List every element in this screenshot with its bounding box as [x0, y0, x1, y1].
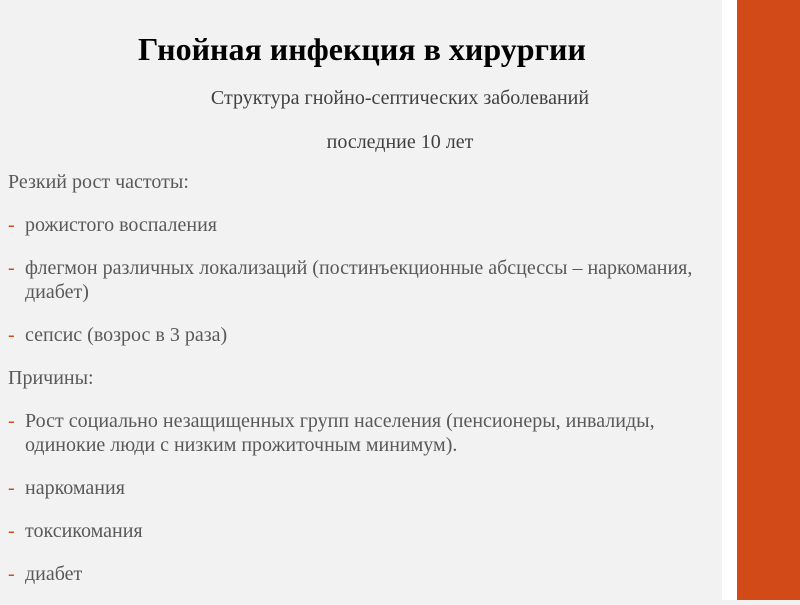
list-item-text: Рост социально незащищенных групп населения (пенсионеры, инвалиды, одинокие люди с низким прожиточным минимум). [25, 410, 655, 456]
list-item [8, 256, 718, 304]
slide-title: Гнойная инфекция в хирургии [138, 31, 586, 67]
list-item [8, 519, 718, 543]
list-item-text: наркомания [25, 477, 125, 499]
list-item [8, 409, 718, 457]
slide-subtitle-line-2: последние 10 лет [326, 131, 474, 153]
section-heading-causes: Причины: [8, 367, 94, 389]
slide-subtitle-line-1: Структура гнойно-септических заболеваний [210, 87, 590, 109]
slide-content [8, 170, 718, 605]
section-heading-growth: Резкий рост частоты: [8, 171, 189, 193]
bullet-dash-icon: - [8, 520, 15, 542]
bullet-dash-icon: - [8, 410, 15, 432]
list-item-text: рожистого воспаления [25, 214, 217, 236]
bullet-dash-icon: - [8, 324, 15, 346]
list-item-text: флегмон различных локализаций (постинъекционные абсцессы – наркомания, диабет) [25, 257, 693, 303]
bullet-dash-icon: - [8, 563, 15, 585]
list-item-text: сепсис (возрос в 3 раза) [25, 324, 228, 346]
bullet-dash-icon: - [8, 257, 15, 279]
list-item-text: диабет [25, 563, 83, 585]
list-item [8, 476, 718, 500]
bullet-dash-icon: - [8, 214, 15, 236]
bullet-dash-icon: - [8, 477, 15, 499]
list-item-text: токсикомания [25, 520, 143, 542]
list-item [8, 562, 718, 586]
list-item [8, 213, 718, 237]
list-item [8, 323, 718, 347]
